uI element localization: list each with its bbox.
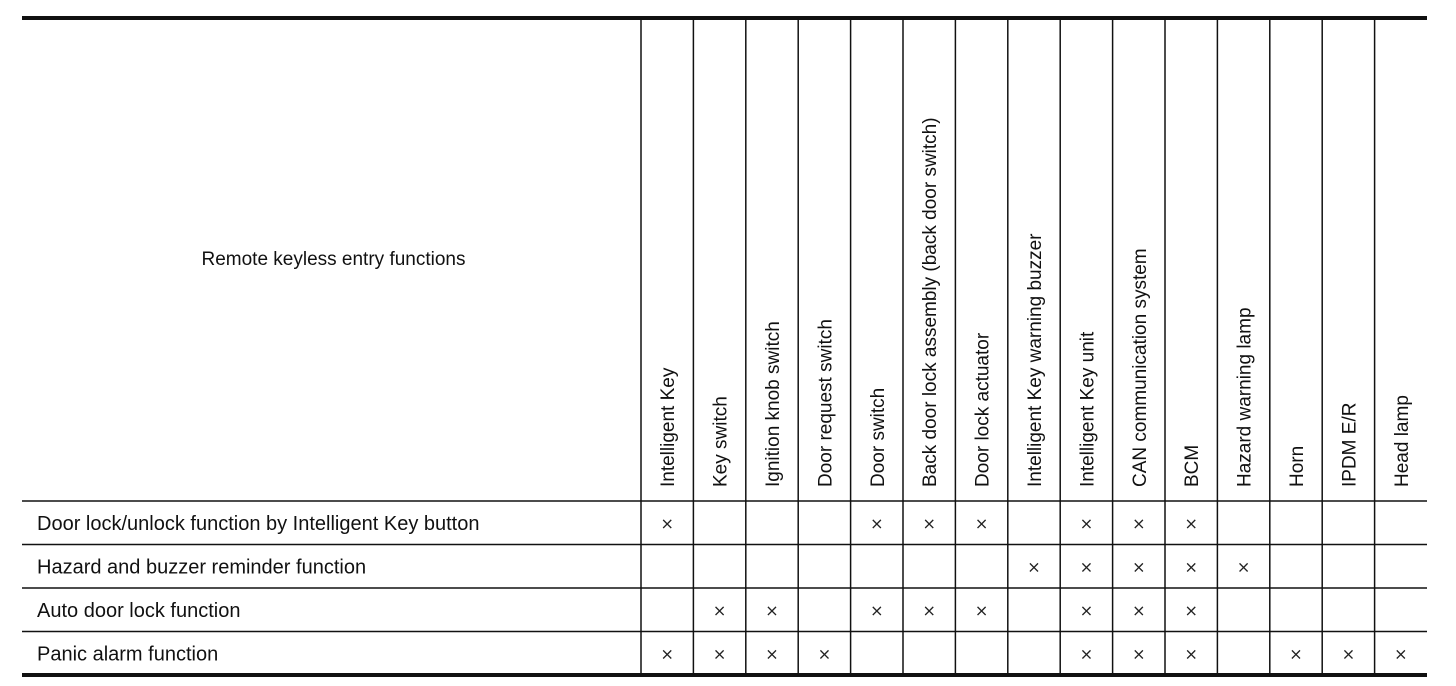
column-header: Door switch	[867, 387, 889, 487]
column-header: Ignition knob switch	[763, 321, 784, 487]
column-header: IPDM E/R	[1339, 402, 1361, 487]
column-header: Hazard warning lamp	[1234, 307, 1256, 487]
corner-header-label: Remote keyless entry functions	[201, 249, 466, 270]
check-mark: ×	[1132, 600, 1146, 620]
column-headers	[658, 117, 1413, 487]
check-mark: ×	[1184, 513, 1198, 533]
check-mark: ×	[1341, 644, 1356, 664]
check-mark: ×	[1184, 557, 1198, 577]
check-mark: ×	[712, 600, 727, 620]
column-header: Door request switch	[815, 319, 837, 487]
check-mark: ×	[765, 600, 779, 620]
check-mark: ×	[1079, 557, 1094, 577]
row-label: Hazard and buzzer reminder function	[37, 556, 367, 579]
check-mark: ×	[1184, 600, 1198, 620]
check-mark: ×	[1079, 644, 1094, 664]
column-header: Back door lock assembly (back door switch)	[920, 117, 942, 487]
check-mark: ×	[922, 513, 936, 533]
row-label: Auto door lock function	[37, 599, 241, 622]
check-mark: ×	[1184, 644, 1198, 664]
column-header: CAN communication system	[1129, 248, 1151, 487]
check-mark: ×	[1027, 557, 1041, 577]
column-header: Head lamp	[1391, 395, 1413, 487]
check-mark: ×	[1289, 644, 1303, 664]
check-mark: ×	[1236, 557, 1251, 577]
check-mark: ×	[1079, 600, 1094, 620]
check-mark: ×	[870, 600, 884, 620]
row-labels	[37, 513, 479, 666]
column-header: BCM	[1182, 444, 1204, 487]
check-mark: ×	[1132, 644, 1146, 664]
check-mark: ×	[1394, 644, 1408, 664]
column-header: Intelligent Key unit	[1077, 331, 1099, 487]
column-header: Intelligent Key warning buzzer	[1025, 233, 1046, 487]
check-mark: ×	[974, 600, 989, 620]
check-mark: ×	[712, 644, 727, 664]
row-label: Door lock/unlock function by Intelligent Key button	[37, 512, 480, 535]
check-mark: ×	[1079, 513, 1094, 533]
check-mark: ×	[870, 513, 884, 533]
check-mark: ×	[922, 600, 936, 620]
column-header: Door lock actuator	[972, 332, 994, 487]
column-header: Intelligent Key	[658, 367, 680, 487]
check-mark: ×	[817, 644, 832, 664]
check-mark: ×	[765, 644, 779, 664]
column-header: Horn	[1287, 445, 1308, 487]
check-mark: ×	[660, 644, 674, 664]
row-label: Panic alarm function	[37, 643, 219, 666]
check-mark: ×	[660, 513, 674, 533]
check-mark: ×	[974, 513, 989, 533]
column-header: Key switch	[710, 396, 732, 487]
check-mark: ×	[1132, 557, 1146, 577]
check-mark: ×	[1132, 513, 1146, 533]
